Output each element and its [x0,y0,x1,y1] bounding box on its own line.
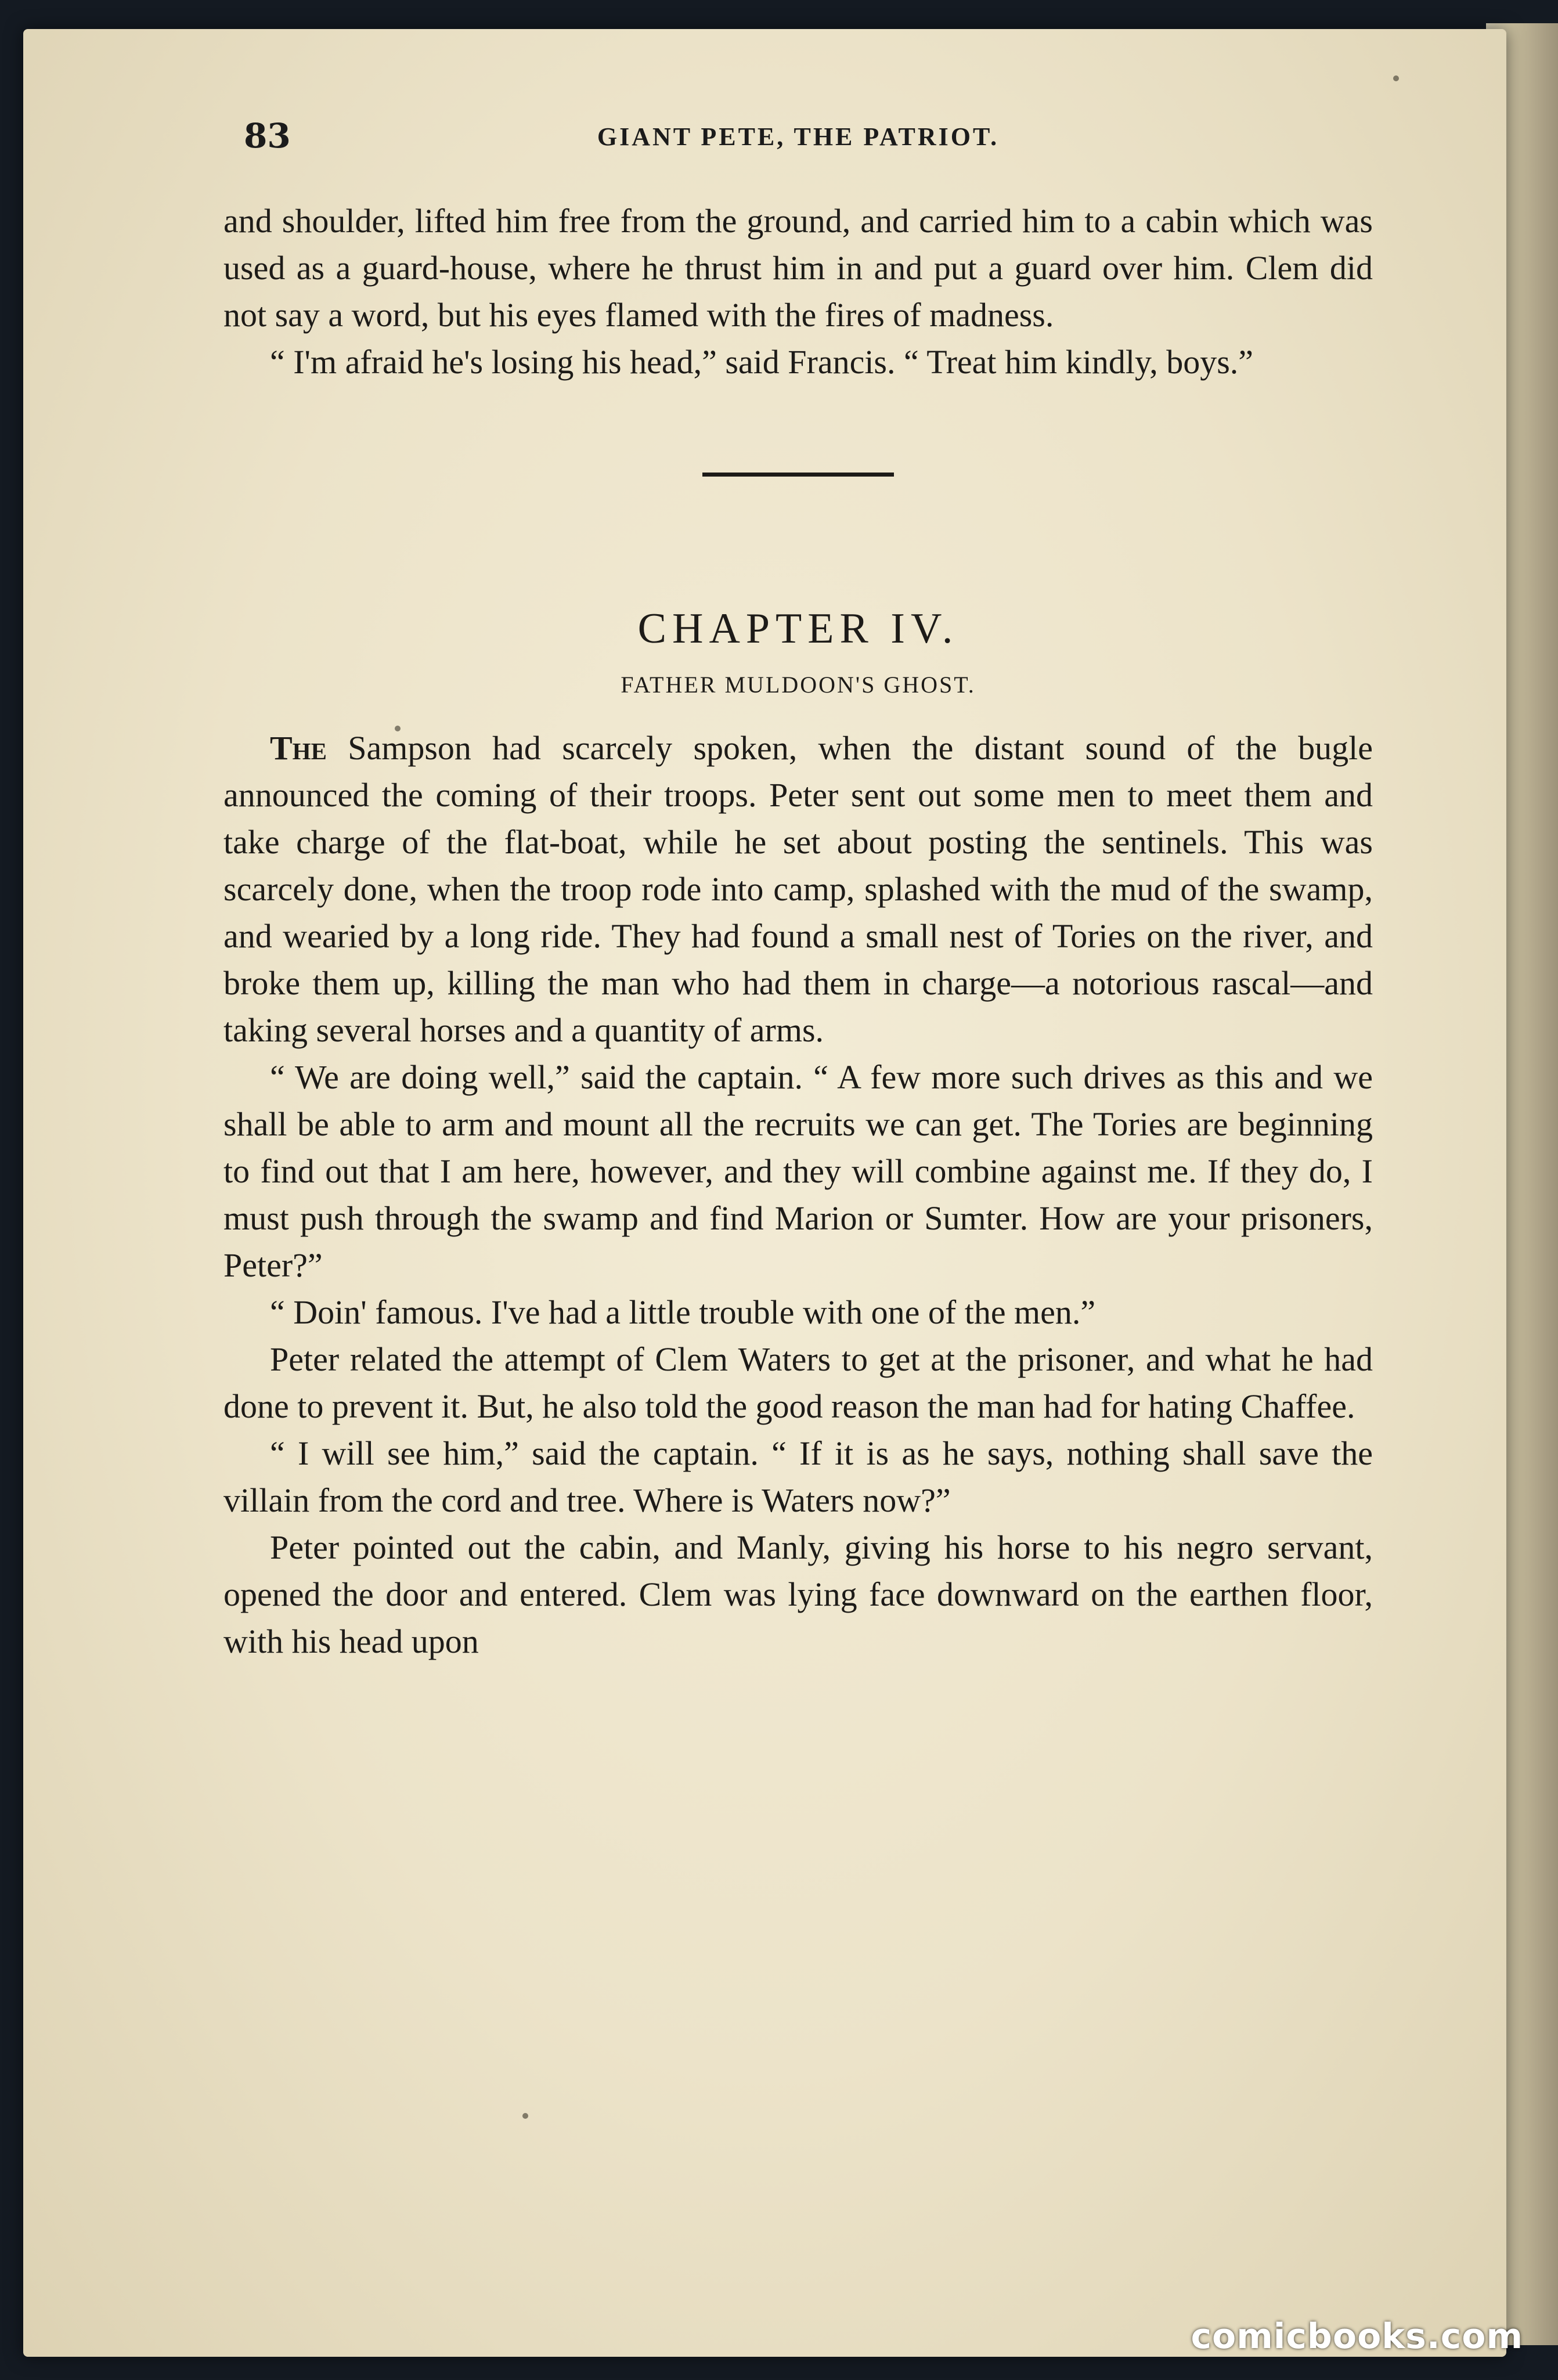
body-paragraph: Peter pointed out the cabin, and Manly, giving his horse to his negro servant, opened the door and entered. Clem was lying face downward on the earthen floor, with his head upon [223,1528,1373,1660]
page-number: 83 [244,116,291,156]
carryover-paragraph: and shoulder, lifted him free from the ground, and carried him to a cabin which was used as a guard-house, where he thrust him in and put a guard over him. Clem did not say a word, but his eyes flamed with the fires of madness. [223,202,1373,334]
body-paragraph: Peter related the attempt of Clem Waters to get at the prisoner, and what he had done to prevent it. But, he also told the good reason the man had for hating Chaffee. [223,1340,1373,1425]
body-paragraph: “ We are doing well,” said the captain. “ A few more such drives as this and we shall be able to arm and mount all the recruits we can get. The Tories are beginning to find out that I am here, however, and they will combine against me. If they do, I must push through the swamp and find Marion or Sumter. How are your prisoners, Peter?” [223,1058,1373,1284]
running-title: GIANT PETE, THE PATRIOT. [597,122,1000,151]
paper-speck [522,2113,528,2119]
body-paragraph: “ I will see him,” said the captain. “ If it is as he says, nothing shall save the villain from the cord and tree. Where is Waters now?” [223,1434,1373,1519]
chapter-first-word: The [270,729,327,767]
carryover-paragraph: “ I'm afraid he's losing his head,” said Francis. “ Treat him kindly, boys.” [270,343,1254,381]
chapter-opening-paragraph [223,724,1373,1054]
running-head [223,116,1373,163]
chapter-title: CHAPTER IV. [637,605,959,652]
opening-paragraph-text: Sampson had scarcely spoken, when the distant sound of the bugle announced the coming of their troops. Peter sent out some men to meet them and take charge of the flat-boat, while he set about posting the sentinels. This was scarcely done, when the troop rode into camp, splashed with the mud of the swamp, and wearied by a long ride. They had found a small nest of Tories on the river, and broke them up, killing the man who had them in charge—a notorious rascal—and taking several horses and a quantity of arms. [223,729,1373,1049]
body-paragraph: “ Doin' famous. I've had a little trouble with one of the men.” [270,1293,1096,1331]
section-divider-rule [702,473,894,477]
page-text-block [223,116,1373,1665]
book-page [23,29,1506,2357]
chapter-subtitle: FATHER MULDOON'S GHOST. [621,672,976,698]
paper-speck [1393,75,1399,81]
site-watermark: comicbooks.com [1191,2316,1523,2357]
